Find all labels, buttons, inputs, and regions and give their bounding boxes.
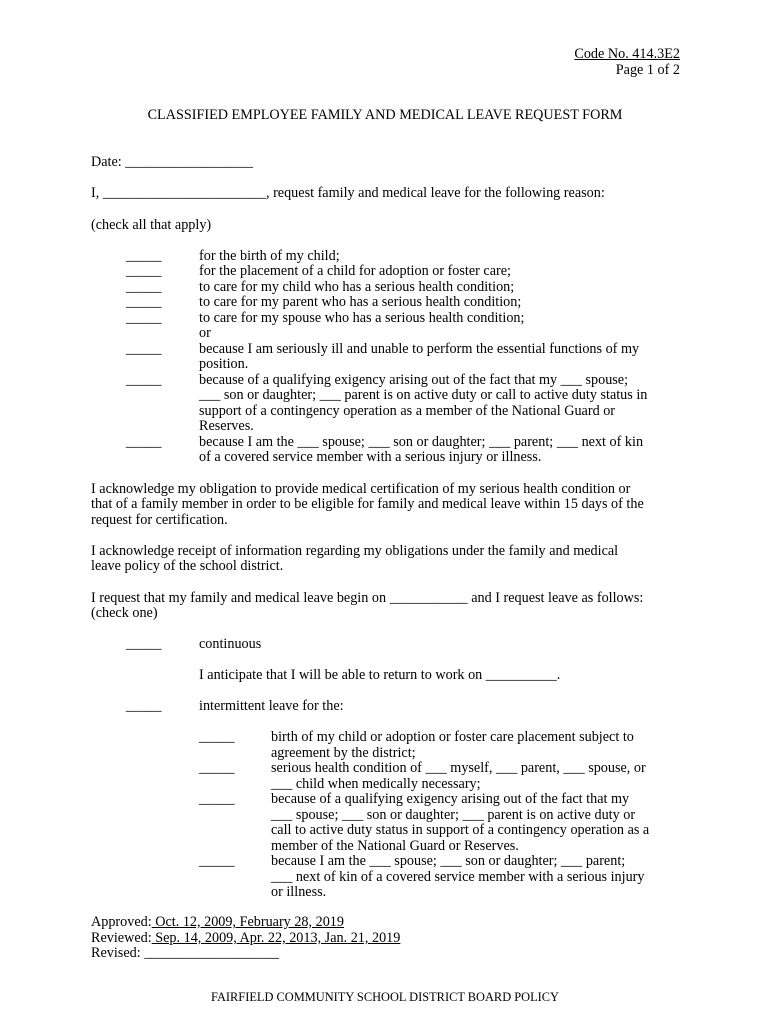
intermittent-label: intermittent leave for the:	[199, 698, 344, 714]
reason-service-member-line1: because I am the ___ spouse; ___ son or daughter; ___ parent; ___ next of kin	[199, 434, 644, 450]
intro-line: I, _______________________, request family and medical leave for the following reason:	[91, 185, 605, 201]
reason-self-line2: position.	[199, 356, 249, 372]
reason-or: or	[199, 325, 211, 341]
reason-exigency-line2: ___ son or daughter; ___ parent is on active duty or call to active duty status in	[199, 387, 648, 403]
reviewed-dates: Sep. 14, 2009, Apr. 22, 2013, Jan. 21, 2019	[151, 930, 401, 946]
page-number: Page 1 of 2	[615, 62, 680, 78]
sub-health-line1: serious health condition of ___ myself, ___ parent, ___ spouse, or	[271, 760, 646, 776]
sub-checkbox-health[interactable]: _____	[199, 760, 235, 776]
form-title: CLASSIFIED EMPLOYEE FAMILY AND MEDICAL LEAVE REQUEST FORM	[147, 107, 623, 123]
reason-birth: for the birth of my child;	[199, 248, 340, 264]
ack-policy-line1: I acknowledge receipt of information regarding my obligations under the family and medical	[91, 543, 619, 559]
reason-parent: to care for my parent who has a serious health condition;	[199, 294, 522, 310]
reason-adoption: for the placement of a child for adoption or foster care;	[199, 263, 511, 279]
reason-spouse: to care for my spouse who has a serious health condition;	[199, 310, 525, 326]
sub-health-line2: ___ child when medically necessary;	[271, 776, 481, 792]
reason-checkbox-adoption[interactable]: _____	[126, 263, 162, 279]
intermittent-checkbox[interactable]: _____	[126, 698, 162, 714]
footer: FAIRFIELD COMMUNITY SCHOOL DISTRICT BOARD POLICY	[211, 990, 559, 1004]
sub-exigency-line3: call to active duty status in support of a contingency operation as a	[271, 822, 650, 838]
reviewed-label: Reviewed:	[91, 930, 152, 946]
code-number: Code No. 414.3E2	[574, 46, 680, 62]
ack-certification-line3: request for certification.	[91, 512, 228, 528]
reason-self-line1: because I am seriously ill and unable to perform the essential functions of my	[199, 341, 640, 357]
sub-checkbox-exigency[interactable]: _____	[199, 791, 235, 807]
approved-dates: Oct. 12, 2009, February 28, 2019	[151, 914, 344, 930]
approved-label: Approved:	[91, 914, 152, 930]
reason-exigency-line4: Reserves.	[199, 418, 254, 434]
sub-service-member-line3: or illness.	[271, 884, 327, 900]
request-line1: I request that my family and medical leave begin on ___________ and I request leave as follows:	[91, 590, 644, 606]
reason-checkbox-parent[interactable]: _____	[126, 294, 162, 310]
sub-checkbox-birth[interactable]: _____	[199, 729, 235, 745]
reason-exigency-line1: because of a qualifying exigency arising out of the fact that my ___ spouse;	[199, 372, 629, 388]
sub-birth-line2: agreement by the district;	[271, 745, 416, 761]
reason-checkbox-self[interactable]: _____	[126, 341, 162, 357]
reason-checkbox-service-member[interactable]: _____	[126, 434, 162, 450]
continuous-label: continuous	[199, 636, 262, 652]
reason-checkbox-child[interactable]: _____	[126, 279, 162, 295]
ack-certification-line2: that of a family member in order to be eligible for family and medical leave within 15 days of the	[91, 496, 644, 512]
sub-exigency-line1: because of a qualifying exigency arising out of the fact that my	[271, 791, 630, 807]
request-line2: (check one)	[91, 605, 158, 621]
sub-service-member-line1: because I am the ___ spouse; ___ son or daughter; ___ parent;	[271, 853, 626, 869]
sub-exigency-line2: ___ spouse; ___ son or daughter; ___ parent is on active duty or	[271, 807, 636, 823]
check-all-note: (check all that apply)	[91, 217, 212, 233]
sub-exigency-line4: member of the National Guard or Reserves.	[271, 838, 519, 854]
revised-label: Revised:	[91, 945, 141, 961]
reason-checkbox-exigency[interactable]: _____	[126, 372, 162, 388]
reason-service-member-line2: of a covered service member with a serious injury or illness.	[199, 449, 542, 465]
date-line: Date: __________________	[91, 154, 253, 170]
revised-line	[91, 946, 279, 962]
reason-child: to care for my child who has a serious health condition;	[199, 279, 515, 295]
return-date-line: I anticipate that I will be able to return to work on __________.	[199, 667, 561, 683]
reason-checkbox-spouse[interactable]: _____	[126, 310, 162, 326]
sub-birth-line1: birth of my child or adoption or foster care placement subject to	[271, 729, 634, 745]
approved-line	[91, 915, 344, 931]
sub-service-member-line2: ___ next of kin of a covered service member with a serious injury	[271, 869, 645, 885]
ack-certification-line1: I acknowledge my obligation to provide medical certification of my serious health condition or	[91, 481, 631, 497]
continuous-checkbox[interactable]: _____	[126, 636, 162, 652]
revised-dates: ___________________	[140, 945, 279, 961]
reason-checkbox-birth[interactable]: _____	[126, 248, 162, 264]
sub-checkbox-service-member[interactable]: _____	[199, 853, 235, 869]
ack-policy-line2: leave policy of the school district.	[91, 558, 284, 574]
reason-exigency-line3: support of a contingency operation as a member of the National Guard or	[199, 403, 616, 419]
